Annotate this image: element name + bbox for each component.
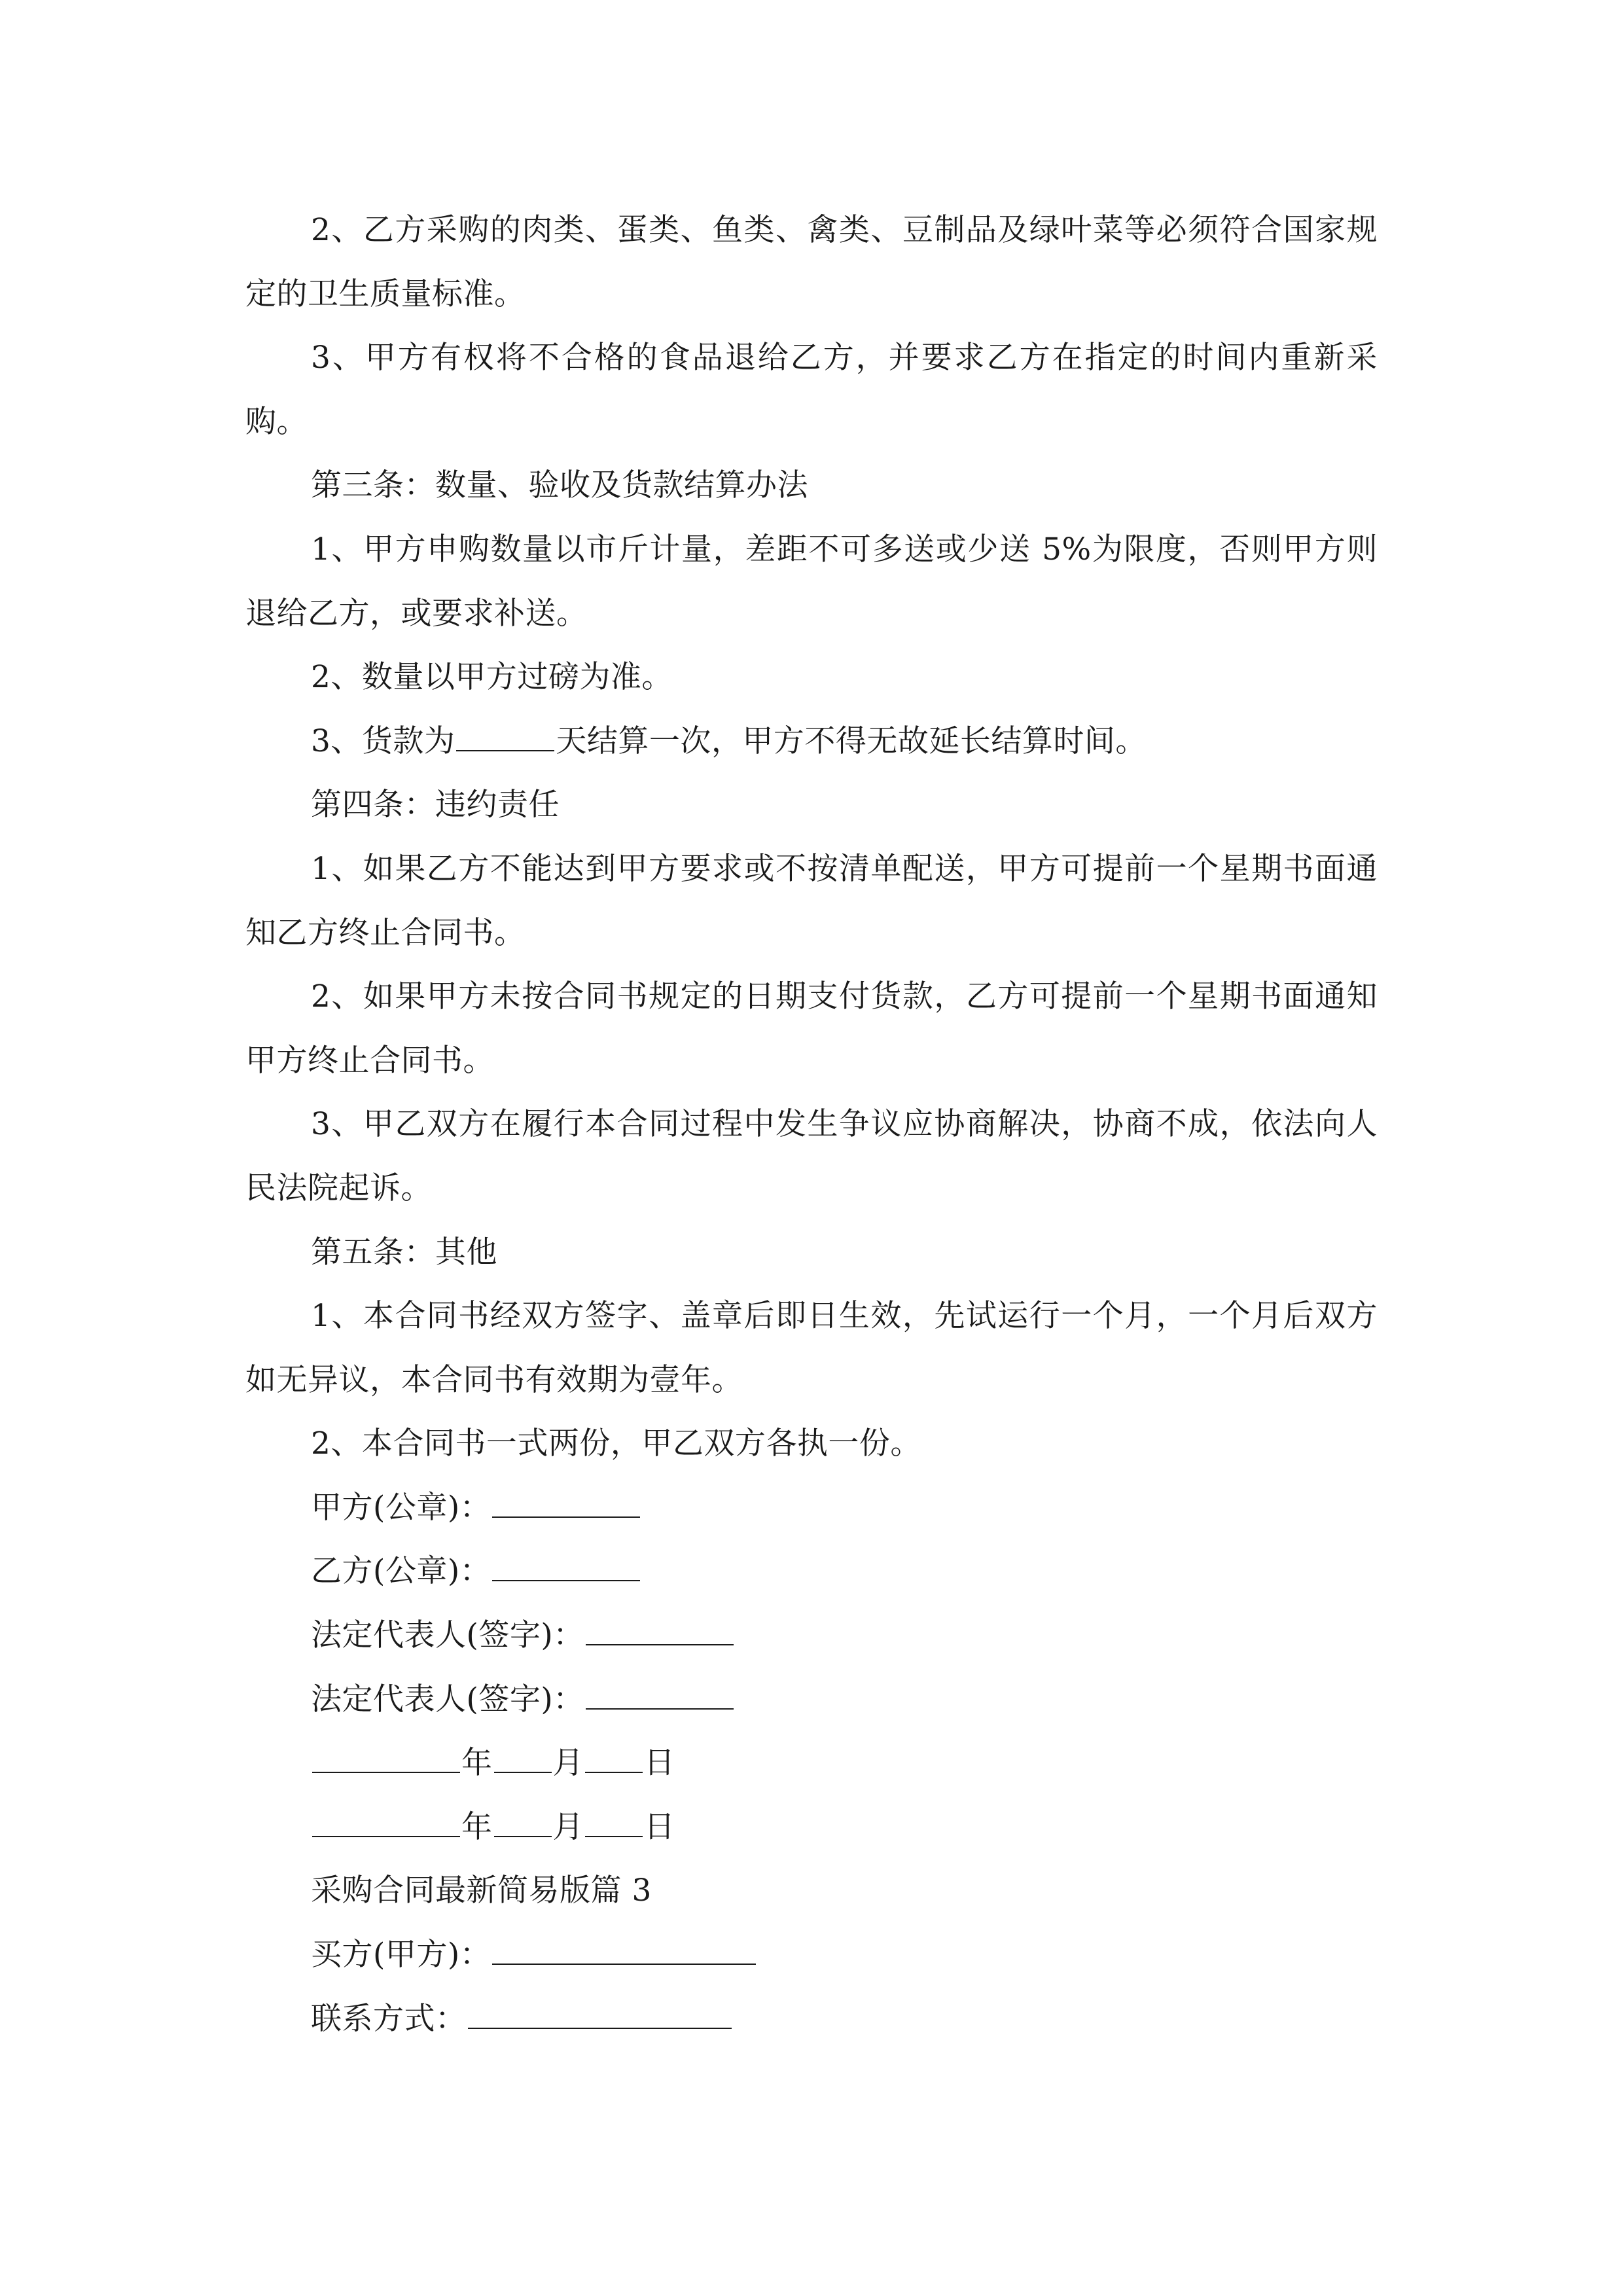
contact-blank[interactable]	[468, 1998, 732, 2029]
clause-3-3-suffix: 天结算一次，甲方不得无故延长结算时间。	[556, 723, 1147, 759]
contact-line	[245, 1987, 1378, 2051]
clause-3-1: 1、甲方申购数量以市斤计量，差距不可多送或少送 5%为限度，否则甲方则退给乙方，或要求补送。	[245, 531, 1378, 632]
date-2-month-label: 月	[552, 1808, 584, 1845]
date-1-year-blank[interactable]	[312, 1743, 460, 1774]
payment-days-blank[interactable]	[456, 721, 554, 751]
legal-rep-2-label: 法定代表人(签字)：	[311, 1681, 584, 1717]
clause-5-1: 1、本合同书经双方签字、盖章后即日生效，先试运行一个月，一个月后双方如无异议，本合同书有效期为壹年。	[245, 1298, 1378, 1398]
date-1-month-blank[interactable]	[494, 1743, 552, 1774]
party-b-seal-blank[interactable]	[492, 1551, 640, 1582]
clause-2-2: 2、乙方采购的肉类、蛋类、鱼类、禽类、豆制品及绿叶菜等必须符合国家规定的卫生质量标准。	[245, 212, 1378, 312]
document-body	[245, 198, 1378, 2051]
contact-label: 联系方式：	[311, 2000, 467, 2037]
clause-3-3	[245, 709, 1378, 774]
clause-3-3-prefix: 3、货款为	[311, 723, 455, 759]
article-3-heading: 第三条：数量、验收及货款结算办法	[311, 467, 808, 504]
clause-4-2: 2、如果甲方未按合同书规定的日期支付货款，乙方可提前一个星期书面通知甲方终止合同书。	[245, 978, 1378, 1079]
date-2-year-blank[interactable]	[312, 1806, 460, 1837]
party-a-seal-label: 甲方(公章)：	[311, 1489, 491, 1526]
date-1-day-blank[interactable]	[585, 1743, 643, 1774]
clause-4-1: 1、如果乙方不能达到甲方要求或不按清单配送，甲方可提前一个星期书面通知乙方终止合同书。	[245, 850, 1378, 951]
clause-4-3: 3、甲乙双方在履行本合同过程中发生争议应协商解决，协商不成，依法向人民法院起诉。	[245, 1106, 1378, 1206]
date-2-day-blank[interactable]	[585, 1806, 643, 1837]
party-b-seal-label: 乙方(公章)：	[311, 1553, 491, 1590]
date-1-day-label: 日	[644, 1745, 675, 1782]
section-3-title: 采购合同最新简易版篇 3	[311, 1873, 652, 1909]
article-5-heading: 第五条：其他	[311, 1234, 497, 1270]
legal-rep-1-blank[interactable]	[586, 1615, 734, 1645]
party-a-seal-line	[245, 1476, 1378, 1540]
party-b-seal-line	[245, 1539, 1378, 1604]
clause-3-2: 2、数量以甲方过磅为准。	[311, 659, 673, 696]
party-a-seal-blank[interactable]	[492, 1487, 640, 1518]
date-2-year-label: 年	[461, 1808, 493, 1845]
date-2-month-blank[interactable]	[494, 1806, 552, 1837]
date-line-2	[245, 1795, 1378, 1859]
legal-rep-2-line	[245, 1668, 1378, 1732]
clause-2-3: 3、甲方有权将不合格的食品退给乙方，并要求乙方在指定的时间内重新采购。	[245, 340, 1378, 440]
clause-5-2: 2、本合同书一式两份，甲乙双方各执一份。	[311, 1426, 921, 1462]
legal-rep-2-blank[interactable]	[586, 1679, 734, 1710]
buyer-blank[interactable]	[492, 1934, 756, 1965]
legal-rep-1-label: 法定代表人(签字)：	[311, 1617, 584, 1654]
buyer-label: 买方(甲方)：	[311, 1937, 491, 1973]
article-4-heading: 第四条：违约责任	[311, 787, 560, 823]
buyer-line	[245, 1923, 1378, 1987]
date-line-1	[245, 1731, 1378, 1795]
date-1-year-label: 年	[461, 1745, 493, 1782]
date-2-day-label: 日	[644, 1808, 675, 1845]
date-1-month-label: 月	[552, 1745, 584, 1782]
legal-rep-1-line	[245, 1604, 1378, 1668]
